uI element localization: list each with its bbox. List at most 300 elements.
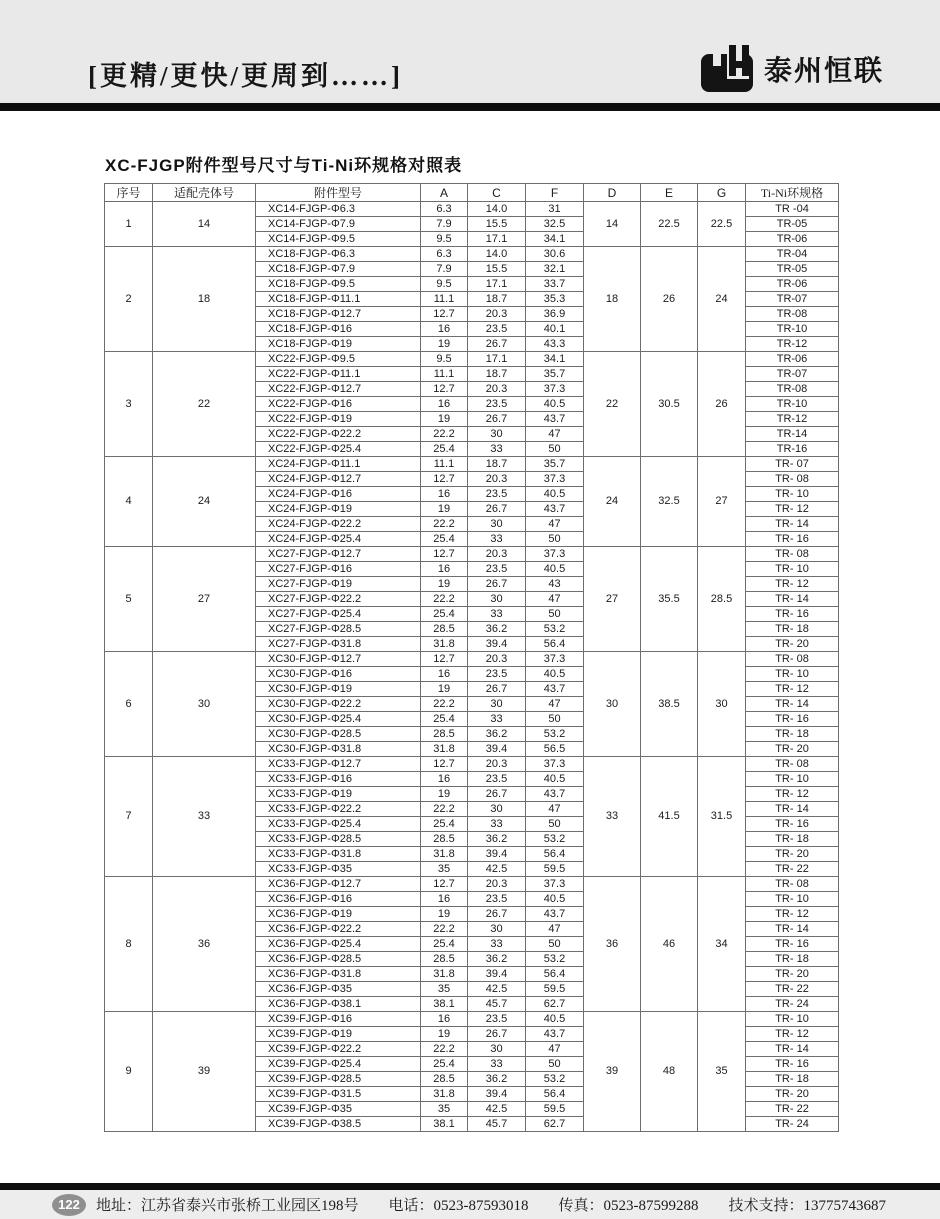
model-cell: XC36-FJGP-Φ38.1 xyxy=(256,997,421,1012)
dim-a-cell: 12.7 xyxy=(421,472,468,487)
tini-spec-cell: TR- 16 xyxy=(746,937,839,952)
tini-spec-cell: TR- 14 xyxy=(746,1042,839,1057)
dim-a-cell: 7.9 xyxy=(421,262,468,277)
dim-a-cell: 12.7 xyxy=(421,547,468,562)
dim-c-cell: 18.7 xyxy=(468,367,526,382)
dim-c-cell: 14.0 xyxy=(468,202,526,217)
dim-a-cell: 9.5 xyxy=(421,277,468,292)
dim-c-cell: 26.7 xyxy=(468,577,526,592)
col-header-e: E xyxy=(641,184,698,202)
dim-f-cell: 40.5 xyxy=(526,892,584,907)
group-shell-cell: 30 xyxy=(153,652,256,757)
model-cell: XC36-FJGP-Φ28.5 xyxy=(256,952,421,967)
dim-f-cell: 47 xyxy=(526,922,584,937)
group-index-cell: 7 xyxy=(105,757,153,877)
tini-spec-cell: TR- 20 xyxy=(746,1087,839,1102)
dim-a-cell: 16 xyxy=(421,772,468,787)
dim-c-cell: 23.5 xyxy=(468,772,526,787)
model-cell: XC27-FJGP-Φ22.2 xyxy=(256,592,421,607)
dim-a-cell: 28.5 xyxy=(421,727,468,742)
dim-c-cell: 33 xyxy=(468,532,526,547)
model-cell: XC33-FJGP-Φ35 xyxy=(256,862,421,877)
dim-a-cell: 19 xyxy=(421,502,468,517)
dim-a-cell: 31.8 xyxy=(421,1087,468,1102)
dim-a-cell: 28.5 xyxy=(421,622,468,637)
group-index-cell: 5 xyxy=(105,547,153,652)
group-index-cell: 4 xyxy=(105,457,153,547)
col-header-model: 附件型号 xyxy=(256,184,421,202)
dim-a-cell: 12.7 xyxy=(421,382,468,397)
table-row xyxy=(105,757,839,772)
model-cell: XC22-FJGP-Φ25.4 xyxy=(256,442,421,457)
dim-c-cell: 14.0 xyxy=(468,247,526,262)
dim-d-cell: 18 xyxy=(584,247,641,352)
dim-f-cell: 37.3 xyxy=(526,877,584,892)
dim-f-cell: 43.7 xyxy=(526,1027,584,1042)
dim-f-cell: 43.7 xyxy=(526,907,584,922)
dim-f-cell: 35.7 xyxy=(526,367,584,382)
tini-spec-cell: TR -04 xyxy=(746,202,839,217)
group-index-cell: 3 xyxy=(105,352,153,457)
model-cell: XC24-FJGP-Φ16 xyxy=(256,487,421,502)
model-cell: XC36-FJGP-Φ16 xyxy=(256,892,421,907)
dim-c-cell: 39.4 xyxy=(468,742,526,757)
model-cell: XC33-FJGP-Φ28.5 xyxy=(256,832,421,847)
dim-c-cell: 42.5 xyxy=(468,862,526,877)
dim-f-cell: 50 xyxy=(526,712,584,727)
model-cell: XC33-FJGP-Φ31.8 xyxy=(256,847,421,862)
group-shell-cell: 39 xyxy=(153,1012,256,1132)
dim-f-cell: 47 xyxy=(526,517,584,532)
dim-c-cell: 23.5 xyxy=(468,322,526,337)
dim-f-cell: 47 xyxy=(526,697,584,712)
model-cell: XC27-FJGP-Φ12.7 xyxy=(256,547,421,562)
tini-spec-cell: TR- 14 xyxy=(746,517,839,532)
dim-f-cell: 56.5 xyxy=(526,742,584,757)
tini-spec-cell: TR-14 xyxy=(746,427,839,442)
dim-f-cell: 43.7 xyxy=(526,502,584,517)
model-cell: XC39-FJGP-Φ16 xyxy=(256,1012,421,1027)
model-cell: XC39-FJGP-Φ25.4 xyxy=(256,1057,421,1072)
dim-f-cell: 50 xyxy=(526,532,584,547)
model-cell: XC18-FJGP-Φ16 xyxy=(256,322,421,337)
dim-g-cell: 28.5 xyxy=(698,547,746,652)
dim-f-cell: 33.7 xyxy=(526,277,584,292)
dim-c-cell: 18.7 xyxy=(468,457,526,472)
dim-c-cell: 33 xyxy=(468,817,526,832)
col-header-tini: Ti-Ni环规格 xyxy=(746,184,839,202)
group-shell-cell: 33 xyxy=(153,757,256,877)
dim-a-cell: 25.4 xyxy=(421,712,468,727)
tini-spec-cell: TR- 22 xyxy=(746,862,839,877)
model-cell: XC18-FJGP-Φ19 xyxy=(256,337,421,352)
dim-a-cell: 12.7 xyxy=(421,652,468,667)
dim-f-cell: 40.5 xyxy=(526,1012,584,1027)
dim-c-cell: 30 xyxy=(468,1042,526,1057)
dim-a-cell: 16 xyxy=(421,487,468,502)
tini-spec-cell: TR-07 xyxy=(746,367,839,382)
dim-a-cell: 25.4 xyxy=(421,442,468,457)
dim-e-cell: 41.5 xyxy=(641,757,698,877)
tini-spec-cell: TR- 14 xyxy=(746,922,839,937)
dim-f-cell: 34.1 xyxy=(526,232,584,247)
dim-f-cell: 56.4 xyxy=(526,1087,584,1102)
dim-f-cell: 47 xyxy=(526,802,584,817)
dim-f-cell: 40.5 xyxy=(526,487,584,502)
dim-a-cell: 19 xyxy=(421,682,468,697)
col-header-f: F xyxy=(526,184,584,202)
tini-spec-cell: TR- 12 xyxy=(746,787,839,802)
dim-g-cell: 26 xyxy=(698,352,746,457)
model-cell: XC30-FJGP-Φ25.4 xyxy=(256,712,421,727)
tini-spec-cell: TR- 24 xyxy=(746,997,839,1012)
model-cell: XC36-FJGP-Φ31.8 xyxy=(256,967,421,982)
table-title: XC-FJGP附件型号尺寸与Ti-Ni环规格对照表 xyxy=(105,156,463,175)
model-cell: XC36-FJGP-Φ22.2 xyxy=(256,922,421,937)
tini-spec-cell: TR- 10 xyxy=(746,562,839,577)
tini-spec-cell: TR-06 xyxy=(746,277,839,292)
dim-f-cell: 31 xyxy=(526,202,584,217)
dim-g-cell: 31.5 xyxy=(698,757,746,877)
page-footer xyxy=(0,1190,940,1219)
dim-d-cell: 39 xyxy=(584,1012,641,1132)
dim-c-cell: 26.7 xyxy=(468,787,526,802)
dim-e-cell: 35.5 xyxy=(641,547,698,652)
dim-c-cell: 23.5 xyxy=(468,397,526,412)
dim-a-cell: 38.1 xyxy=(421,1117,468,1132)
dim-a-cell: 19 xyxy=(421,337,468,352)
tini-spec-cell: TR- 07 xyxy=(746,457,839,472)
dim-g-cell: 22.5 xyxy=(698,202,746,247)
dim-f-cell: 43.7 xyxy=(526,412,584,427)
group-index-cell: 9 xyxy=(105,1012,153,1132)
tini-spec-cell: TR-05 xyxy=(746,262,839,277)
dim-f-cell: 59.5 xyxy=(526,982,584,997)
tini-spec-cell: TR- 20 xyxy=(746,967,839,982)
dim-f-cell: 37.3 xyxy=(526,472,584,487)
model-cell: XC14-FJGP-Φ7.9 xyxy=(256,217,421,232)
dim-c-cell: 33 xyxy=(468,937,526,952)
dim-f-cell: 37.3 xyxy=(526,382,584,397)
dim-f-cell: 34.1 xyxy=(526,352,584,367)
dim-c-cell: 30 xyxy=(468,697,526,712)
dim-a-cell: 25.4 xyxy=(421,532,468,547)
dim-f-cell: 53.2 xyxy=(526,727,584,742)
model-cell: XC18-FJGP-Φ11.1 xyxy=(256,292,421,307)
tini-spec-cell: TR-12 xyxy=(746,412,839,427)
dim-c-cell: 26.7 xyxy=(468,682,526,697)
tini-spec-cell: TR- 12 xyxy=(746,502,839,517)
model-cell: XC22-FJGP-Φ19 xyxy=(256,412,421,427)
dim-c-cell: 26.7 xyxy=(468,502,526,517)
dim-c-cell: 17.1 xyxy=(468,277,526,292)
model-cell: XC33-FJGP-Φ16 xyxy=(256,772,421,787)
model-cell: XC27-FJGP-Φ25.4 xyxy=(256,607,421,622)
dim-d-cell: 30 xyxy=(584,652,641,757)
dim-c-cell: 20.3 xyxy=(468,307,526,322)
model-cell: XC27-FJGP-Φ31.8 xyxy=(256,637,421,652)
model-cell: XC39-FJGP-Φ38.5 xyxy=(256,1117,421,1132)
dim-e-cell: 38.5 xyxy=(641,652,698,757)
dim-a-cell: 22.2 xyxy=(421,697,468,712)
dim-f-cell: 53.2 xyxy=(526,1072,584,1087)
page-header xyxy=(0,0,940,103)
dim-f-cell: 40.5 xyxy=(526,772,584,787)
dim-a-cell: 16 xyxy=(421,667,468,682)
page-content xyxy=(0,111,940,1183)
tini-spec-cell: TR- 08 xyxy=(746,757,839,772)
dim-a-cell: 11.1 xyxy=(421,457,468,472)
dim-c-cell: 18.7 xyxy=(468,292,526,307)
dim-c-cell: 23.5 xyxy=(468,487,526,502)
page-number-badge: 122 xyxy=(52,1194,86,1216)
group-index-cell: 2 xyxy=(105,247,153,352)
dim-c-cell: 23.5 xyxy=(468,892,526,907)
model-cell: XC24-FJGP-Φ12.7 xyxy=(256,472,421,487)
dim-f-cell: 43 xyxy=(526,577,584,592)
dim-a-cell: 25.4 xyxy=(421,607,468,622)
dim-c-cell: 33 xyxy=(468,607,526,622)
dim-g-cell: 35 xyxy=(698,1012,746,1132)
model-cell: XC22-FJGP-Φ22.2 xyxy=(256,427,421,442)
model-cell: XC36-FJGP-Φ12.7 xyxy=(256,877,421,892)
dim-a-cell: 12.7 xyxy=(421,877,468,892)
dim-f-cell: 36.9 xyxy=(526,307,584,322)
dim-c-cell: 30 xyxy=(468,922,526,937)
model-cell: XC22-FJGP-Φ12.7 xyxy=(256,382,421,397)
dim-f-cell: 56.4 xyxy=(526,967,584,982)
col-header-c: C xyxy=(468,184,526,202)
dim-c-cell: 36.2 xyxy=(468,727,526,742)
dim-f-cell: 32.5 xyxy=(526,217,584,232)
dim-a-cell: 38.1 xyxy=(421,997,468,1012)
model-cell: XC30-FJGP-Φ19 xyxy=(256,682,421,697)
dim-c-cell: 39.4 xyxy=(468,847,526,862)
dim-c-cell: 23.5 xyxy=(468,667,526,682)
dim-g-cell: 27 xyxy=(698,457,746,547)
tini-spec-cell: TR- 18 xyxy=(746,622,839,637)
brand xyxy=(701,45,884,93)
dim-a-cell: 16 xyxy=(421,892,468,907)
dim-a-cell: 12.7 xyxy=(421,757,468,772)
dim-a-cell: 19 xyxy=(421,907,468,922)
tini-spec-cell: TR- 10 xyxy=(746,1012,839,1027)
dim-f-cell: 56.4 xyxy=(526,847,584,862)
dim-f-cell: 37.3 xyxy=(526,652,584,667)
dim-f-cell: 50 xyxy=(526,937,584,952)
group-shell-cell: 24 xyxy=(153,457,256,547)
dim-c-cell: 39.4 xyxy=(468,637,526,652)
dim-a-cell: 25.4 xyxy=(421,1057,468,1072)
dim-f-cell: 40.5 xyxy=(526,397,584,412)
dim-a-cell: 28.5 xyxy=(421,832,468,847)
dim-c-cell: 20.3 xyxy=(468,382,526,397)
dim-f-cell: 59.5 xyxy=(526,862,584,877)
tini-spec-cell: TR- 22 xyxy=(746,982,839,997)
dim-a-cell: 19 xyxy=(421,787,468,802)
dim-f-cell: 50 xyxy=(526,817,584,832)
model-cell: XC33-FJGP-Φ12.7 xyxy=(256,757,421,772)
table-row xyxy=(105,1012,839,1027)
dim-f-cell: 62.7 xyxy=(526,997,584,1012)
dim-a-cell: 31.8 xyxy=(421,637,468,652)
dim-a-cell: 11.1 xyxy=(421,367,468,382)
dim-f-cell: 40.5 xyxy=(526,562,584,577)
dim-a-cell: 22.2 xyxy=(421,922,468,937)
dim-f-cell: 43.3 xyxy=(526,337,584,352)
dim-c-cell: 36.2 xyxy=(468,1072,526,1087)
dim-a-cell: 22.2 xyxy=(421,1042,468,1057)
tini-spec-cell: TR- 16 xyxy=(746,817,839,832)
tini-spec-cell: TR-10 xyxy=(746,397,839,412)
tini-spec-cell: TR-04 xyxy=(746,247,839,262)
dim-a-cell: 16 xyxy=(421,562,468,577)
dim-c-cell: 26.7 xyxy=(468,1027,526,1042)
footer-divider-bar xyxy=(0,1183,940,1190)
dim-f-cell: 35.7 xyxy=(526,457,584,472)
spec-table xyxy=(104,183,839,1132)
dim-a-cell: 35 xyxy=(421,862,468,877)
dim-a-cell: 16 xyxy=(421,397,468,412)
dim-c-cell: 36.2 xyxy=(468,952,526,967)
tini-spec-cell: TR-06 xyxy=(746,352,839,367)
brand-logo-icon xyxy=(701,45,755,93)
dim-a-cell: 9.5 xyxy=(421,352,468,367)
tini-spec-cell: TR- 20 xyxy=(746,637,839,652)
dim-f-cell: 43.7 xyxy=(526,787,584,802)
dim-f-cell: 35.3 xyxy=(526,292,584,307)
dim-c-cell: 15.5 xyxy=(468,262,526,277)
model-cell: XC39-FJGP-Φ28.5 xyxy=(256,1072,421,1087)
tini-spec-cell: TR- 16 xyxy=(746,607,839,622)
dim-c-cell: 36.2 xyxy=(468,832,526,847)
tini-spec-cell: TR- 12 xyxy=(746,577,839,592)
dim-f-cell: 47 xyxy=(526,592,584,607)
dim-a-cell: 19 xyxy=(421,577,468,592)
model-cell: XC14-FJGP-Φ6.3 xyxy=(256,202,421,217)
tini-spec-cell: TR- 18 xyxy=(746,952,839,967)
tini-spec-cell: TR-10 xyxy=(746,322,839,337)
dim-c-cell: 42.5 xyxy=(468,982,526,997)
model-cell: XC39-FJGP-Φ22.2 xyxy=(256,1042,421,1057)
dim-f-cell: 50 xyxy=(526,607,584,622)
dim-c-cell: 30 xyxy=(468,517,526,532)
table-row xyxy=(105,877,839,892)
model-cell: XC24-FJGP-Φ22.2 xyxy=(256,517,421,532)
dim-f-cell: 30.6 xyxy=(526,247,584,262)
tini-spec-cell: TR- 10 xyxy=(746,772,839,787)
dim-c-cell: 20.3 xyxy=(468,472,526,487)
model-cell: XC27-FJGP-Φ16 xyxy=(256,562,421,577)
model-cell: XC36-FJGP-Φ19 xyxy=(256,907,421,922)
model-cell: XC30-FJGP-Φ12.7 xyxy=(256,652,421,667)
dim-a-cell: 22.2 xyxy=(421,802,468,817)
dim-f-cell: 47 xyxy=(526,427,584,442)
group-shell-cell: 22 xyxy=(153,352,256,457)
col-header-d: D xyxy=(584,184,641,202)
dim-f-cell: 53.2 xyxy=(526,622,584,637)
brand-name: 泰州恒联 xyxy=(763,55,884,86)
tini-spec-cell: TR- 14 xyxy=(746,697,839,712)
model-cell: XC27-FJGP-Φ19 xyxy=(256,577,421,592)
tini-spec-cell: TR- 08 xyxy=(746,877,839,892)
tini-spec-cell: TR- 16 xyxy=(746,1057,839,1072)
dim-c-cell: 45.7 xyxy=(468,1117,526,1132)
dim-f-cell: 37.3 xyxy=(526,757,584,772)
dim-c-cell: 15.5 xyxy=(468,217,526,232)
tini-spec-cell: TR- 12 xyxy=(746,682,839,697)
dim-e-cell: 22.5 xyxy=(641,202,698,247)
model-cell: XC30-FJGP-Φ22.2 xyxy=(256,697,421,712)
table-row xyxy=(105,202,839,217)
model-cell: XC33-FJGP-Φ25.4 xyxy=(256,817,421,832)
table-row xyxy=(105,352,839,367)
dim-d-cell: 33 xyxy=(584,757,641,877)
dim-e-cell: 48 xyxy=(641,1012,698,1132)
dim-a-cell: 28.5 xyxy=(421,1072,468,1087)
dim-c-cell: 20.3 xyxy=(468,757,526,772)
model-cell: XC27-FJGP-Φ28.5 xyxy=(256,622,421,637)
dim-a-cell: 9.5 xyxy=(421,232,468,247)
dim-f-cell: 32.1 xyxy=(526,262,584,277)
dim-c-cell: 45.7 xyxy=(468,997,526,1012)
dim-d-cell: 24 xyxy=(584,457,641,547)
dim-d-cell: 22 xyxy=(584,352,641,457)
dim-a-cell: 35 xyxy=(421,1102,468,1117)
tini-spec-cell: TR- 20 xyxy=(746,847,839,862)
table-header-row xyxy=(105,184,839,202)
group-shell-cell: 14 xyxy=(153,202,256,247)
dim-c-cell: 26.7 xyxy=(468,337,526,352)
model-cell: XC36-FJGP-Φ35 xyxy=(256,982,421,997)
dim-a-cell: 12.7 xyxy=(421,307,468,322)
dim-c-cell: 30 xyxy=(468,592,526,607)
tini-spec-cell: TR-12 xyxy=(746,337,839,352)
dim-d-cell: 27 xyxy=(584,547,641,652)
dim-c-cell: 17.1 xyxy=(468,232,526,247)
model-cell: XC30-FJGP-Φ16 xyxy=(256,667,421,682)
group-index-cell: 8 xyxy=(105,877,153,1012)
dim-d-cell: 14 xyxy=(584,202,641,247)
tini-spec-cell: TR- 08 xyxy=(746,652,839,667)
group-index-cell: 6 xyxy=(105,652,153,757)
tini-spec-cell: TR- 20 xyxy=(746,742,839,757)
footer-support: 技术支持：13775743687 xyxy=(728,1198,887,1214)
dim-a-cell: 31.8 xyxy=(421,967,468,982)
dim-f-cell: 43.7 xyxy=(526,682,584,697)
model-cell: XC36-FJGP-Φ25.4 xyxy=(256,937,421,952)
dim-g-cell: 24 xyxy=(698,247,746,352)
dim-a-cell: 11.1 xyxy=(421,292,468,307)
dim-c-cell: 39.4 xyxy=(468,967,526,982)
dim-a-cell: 31.8 xyxy=(421,742,468,757)
dim-a-cell: 22.2 xyxy=(421,427,468,442)
tini-spec-cell: TR- 08 xyxy=(746,547,839,562)
spec-table-body xyxy=(105,202,839,1132)
dim-a-cell: 31.8 xyxy=(421,847,468,862)
dim-g-cell: 34 xyxy=(698,877,746,1012)
tagline-text: [更精/更快/更周到……] xyxy=(88,61,403,91)
model-cell: XC33-FJGP-Φ19 xyxy=(256,787,421,802)
group-shell-cell: 36 xyxy=(153,877,256,1012)
dim-c-cell: 23.5 xyxy=(468,1012,526,1027)
model-cell: XC39-FJGP-Φ35 xyxy=(256,1102,421,1117)
tini-spec-cell: TR- 10 xyxy=(746,892,839,907)
tini-spec-cell: TR- 22 xyxy=(746,1102,839,1117)
col-header-shell: 适配壳体号 xyxy=(153,184,256,202)
dim-e-cell: 46 xyxy=(641,877,698,1012)
tini-spec-cell: TR- 18 xyxy=(746,1072,839,1087)
